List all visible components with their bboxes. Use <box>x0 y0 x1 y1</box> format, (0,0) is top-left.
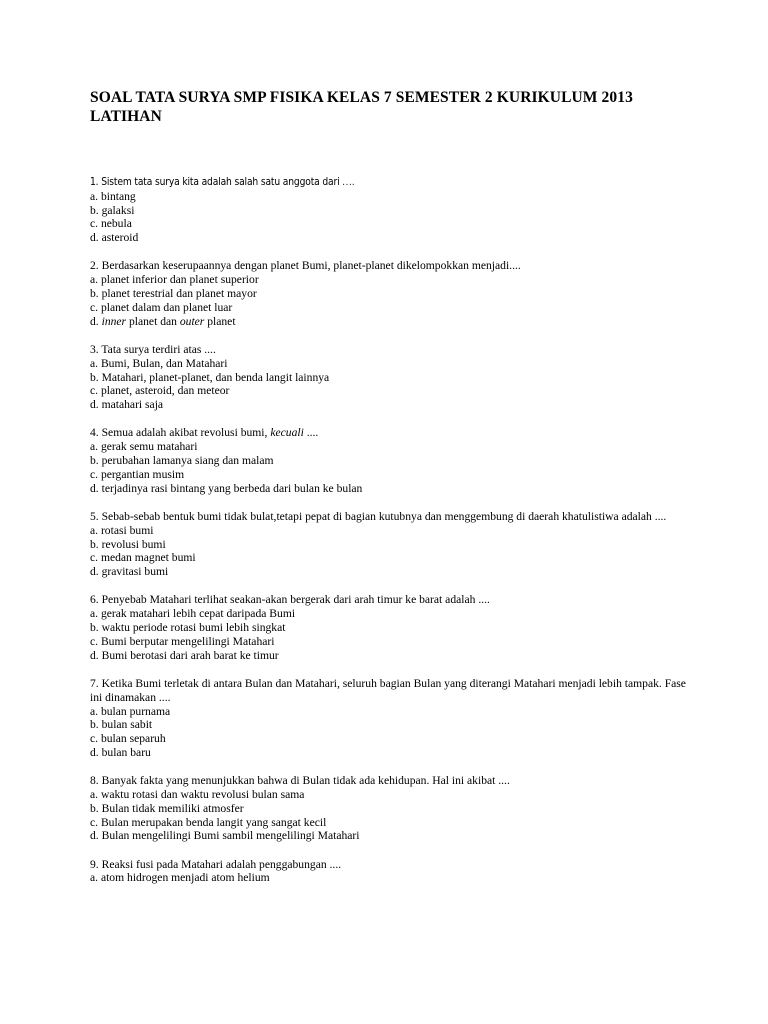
option-b: b. Bulan tidak memiliki atmosfer <box>90 801 244 815</box>
option-b: b. galaksi <box>90 203 135 217</box>
option-a: a. gerak semu matahari <box>90 440 198 454</box>
question-body: Sistem tata surya kita adalah salah satu anggota dari <box>101 177 340 188</box>
option-c: c. medan magnet bumi <box>90 551 196 565</box>
question-body: Sebab-sebab bentuk bumi tidak bulat,tetapi pepat di bagian kutubnya dan menggembung di daerah khatulistiwa adalah .... <box>101 509 667 523</box>
question-body: Reaksi fusi pada Matahari adalah penggabungan .... <box>101 857 342 871</box>
question-suffix: .... <box>303 426 319 440</box>
option-c: c. Bulan merupakan benda langit yang sangat kecil <box>90 815 327 829</box>
option-b: b. planet terestrial dan planet mayor <box>90 287 257 301</box>
option-d: d. Bumi berotasi dari arah barat ke timur <box>90 648 279 662</box>
question-text <box>90 343 690 357</box>
option-c: c. pergantian musim <box>90 467 185 481</box>
option-a: a. rotasi bumi <box>90 523 154 537</box>
option-b: b. perubahan lamanya siang dan malam <box>90 454 274 468</box>
question-5 <box>90 510 690 579</box>
question-text <box>90 259 690 273</box>
option-b: b. revolusi bumi <box>90 537 166 551</box>
option-a: a. gerak matahari lebih cepat daripada Bumi <box>90 607 296 621</box>
option-d: d. Bulan mengelilingi Bumi sambil mengelilingi Matahari <box>90 829 360 843</box>
question-number: 6. <box>90 593 99 607</box>
question-body: Tata surya terdiri atas .... <box>101 342 216 356</box>
option-d: d. gravitasi bumi <box>90 565 169 579</box>
option-suffix: planet <box>204 314 236 328</box>
option-c: c. planet, asteroid, dan meteor <box>90 384 230 398</box>
question-text <box>90 426 690 440</box>
question-body: Berdasarkan keserupaannya dengan planet Bumi, planet-planet dikelompokkan menjadi.... <box>101 259 521 273</box>
option-italic-outer: outer <box>179 314 205 328</box>
question-body: Ketika Bumi terletak di antara Bulan dan Matahari, seluruh bagian Bulan yang diterangi Matahari menjadi lebih tampak. Fase ini dinamakan .... <box>90 676 686 704</box>
option-a: a. waktu rotasi dan waktu revolusi bulan sama <box>90 787 305 801</box>
option-d <box>90 315 690 329</box>
question-3 <box>90 343 690 412</box>
option-italic-inner: inner <box>101 314 127 328</box>
question-italic: kecuali <box>270 426 304 440</box>
question-number: 5. <box>90 509 99 523</box>
option-b: b. Matahari, planet-planet, dan benda langit lainnya <box>90 370 330 384</box>
question-suffix: …. <box>339 177 355 188</box>
option-b: b. waktu periode rotasi bumi lebih singkat <box>90 621 286 635</box>
option-a: a. Bumi, Bulan, dan Matahari <box>90 356 228 370</box>
question-number: 4. <box>90 426 99 440</box>
question-number: 7. <box>90 676 99 690</box>
question-4 <box>90 426 690 495</box>
question-text <box>90 593 690 607</box>
question-number: 3. <box>90 342 99 356</box>
question-9 <box>90 858 690 886</box>
option-d: d. terjadinya rasi bintang yang berbeda dari bulan ke bulan <box>90 481 363 495</box>
option-c: c. nebula <box>90 217 132 231</box>
option-c: c. planet dalam dan planet luar <box>90 300 233 314</box>
option-prefix: d. <box>90 314 102 328</box>
option-a: a. atom hidrogen menjadi atom helium <box>90 871 270 885</box>
question-8 <box>90 774 690 843</box>
option-c: c. Bumi berputar mengelilingi Matahari <box>90 634 275 648</box>
option-b: b. bulan sabit <box>90 718 153 732</box>
question-text <box>90 774 690 788</box>
option-c: c. bulan separuh <box>90 732 166 746</box>
question-7 <box>90 677 690 760</box>
option-d: d. bulan baru <box>90 745 151 759</box>
option-a: a. planet inferior dan planet superior <box>90 273 259 287</box>
question-text <box>90 510 690 524</box>
question-body: Semua adalah akibat revolusi bumi, <box>101 426 268 440</box>
option-a: a. bintang <box>90 189 136 203</box>
question-list <box>90 176 690 885</box>
option-d: d. asteroid <box>90 231 139 245</box>
question-number: 1. <box>90 177 99 188</box>
option-a: a. bulan purnama <box>90 704 171 718</box>
document-title: SOAL TATA SURYA SMP FISIKA KELAS 7 SEMESTER 2 KURIKULUM 2013 LATIHAN <box>90 89 633 125</box>
question-2 <box>90 259 690 328</box>
question-text <box>90 677 690 705</box>
question-text <box>90 176 690 190</box>
document-page <box>90 88 690 900</box>
question-1 <box>90 176 690 245</box>
question-number: 9. <box>90 857 99 871</box>
option-mid: planet dan <box>126 314 180 328</box>
question-6 <box>90 593 690 662</box>
question-body: Penyebab Matahari terlihat seakan-akan bergerak dari arah timur ke barat adalah .... <box>101 593 490 607</box>
question-number: 2. <box>90 259 99 273</box>
question-number: 8. <box>90 774 99 788</box>
question-body: Banyak fakta yang menunjukkan bahwa di Bulan tidak ada kehidupan. Hal ini akibat .... <box>101 774 510 788</box>
question-text <box>90 858 690 872</box>
option-d: d. matahari saja <box>90 398 164 412</box>
